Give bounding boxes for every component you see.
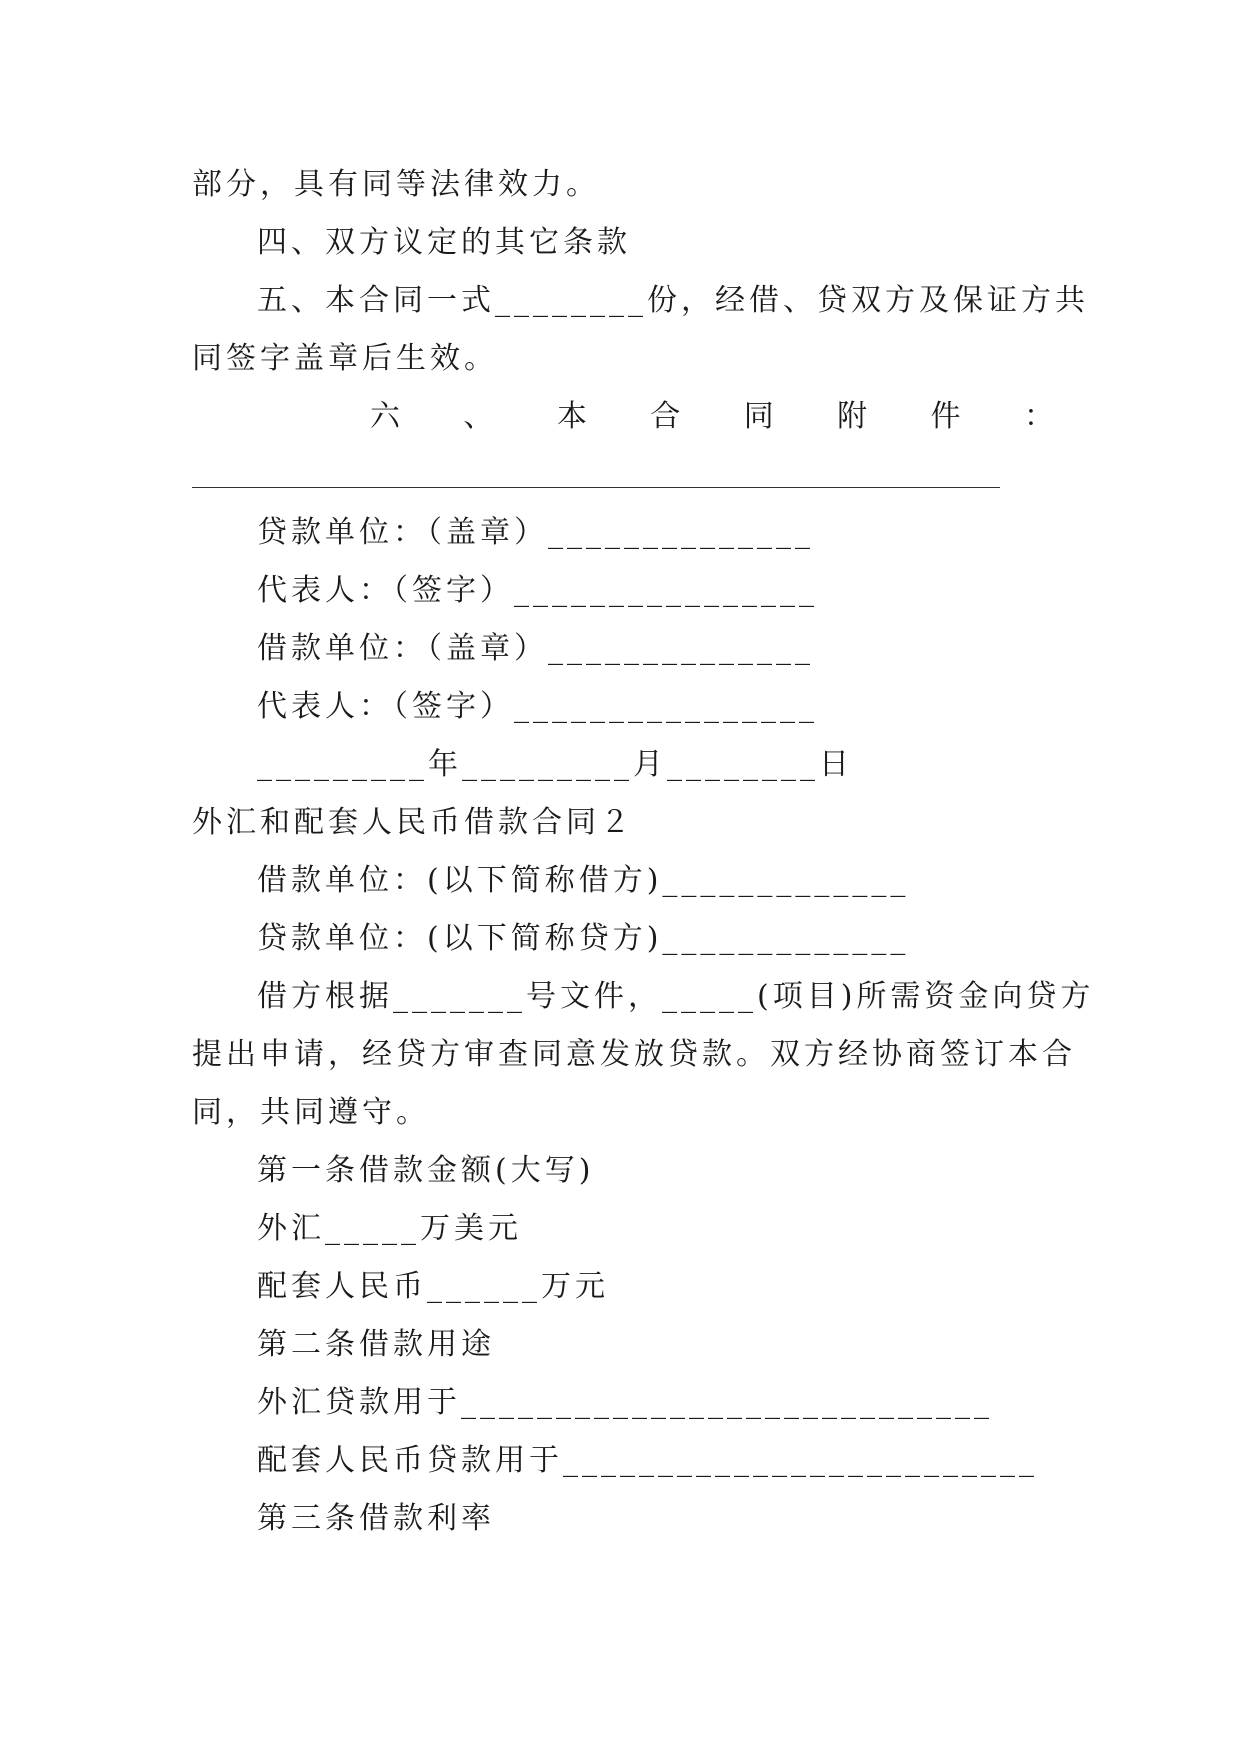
article-two-heading: 第二条借款用途 [257,1327,495,1362]
foreign-exchange-use: 外汇贷款用于____________________________ [257,1385,993,1420]
clause-six-char: 六 [370,399,400,434]
clause-six-char: 件 [930,399,961,434]
foreign-exchange-amount: 外汇_____万美元 [257,1211,522,1246]
clause-six-char: 、 [463,399,494,434]
paragraph-effect: 部分，具有同等法律效力。 [192,167,600,202]
clause-six-char: 本 [556,399,587,434]
lender-representative-line: 代表人：（签字）________________ [257,573,818,608]
borrower-representative-line: 代表人：（签字）________________ [257,689,818,724]
rmb-use: 配套人民币贷款用于_________________________ [257,1443,1038,1478]
rmb-amount: 配套人民币______万元 [257,1269,609,1304]
borrower-line: 借款单位：(以下简称借方)_____________ [257,863,910,898]
attachment-fill-line [192,487,1000,488]
clause-six-char: 附 [837,399,868,434]
clause-six-char: ： [1023,399,1054,434]
borrower-signature-line: 借款单位：（盖章）______________ [257,631,814,666]
clause-four: 四、双方议定的其它条款 [257,225,631,260]
clause-six-char: 合 [650,399,681,434]
article-three-heading: 第三条借款利率 [257,1501,495,1536]
clause-five-line2: 同签字盖章后生效。 [192,341,498,376]
date-line: _________年_________月________日 [257,747,853,782]
article-one-heading: 第一条借款金额(大写) [257,1153,595,1188]
clause-five-line1: 五、本合同一式________份，经借、贷双方及保证方共 [257,283,1089,318]
clause-six-attachments [192,397,1054,437]
clause-six-char: 同 [743,399,774,434]
preamble-line1: 借方根据_______号文件，_____(项目)所需资金向贷方 [257,979,1095,1014]
lender-line: 贷款单位：(以下简称贷方)_____________ [257,921,910,956]
preamble-line3: 同，共同遵守。 [192,1095,430,1130]
preamble-line2: 提出申请，经贷方审查同意发放贷款。双方经协商签订本合 [192,1037,1076,1072]
lender-signature-line: 贷款单位：（盖章）______________ [257,515,814,550]
contract-title: 外汇和配套人民币借款合同２ [192,805,634,840]
